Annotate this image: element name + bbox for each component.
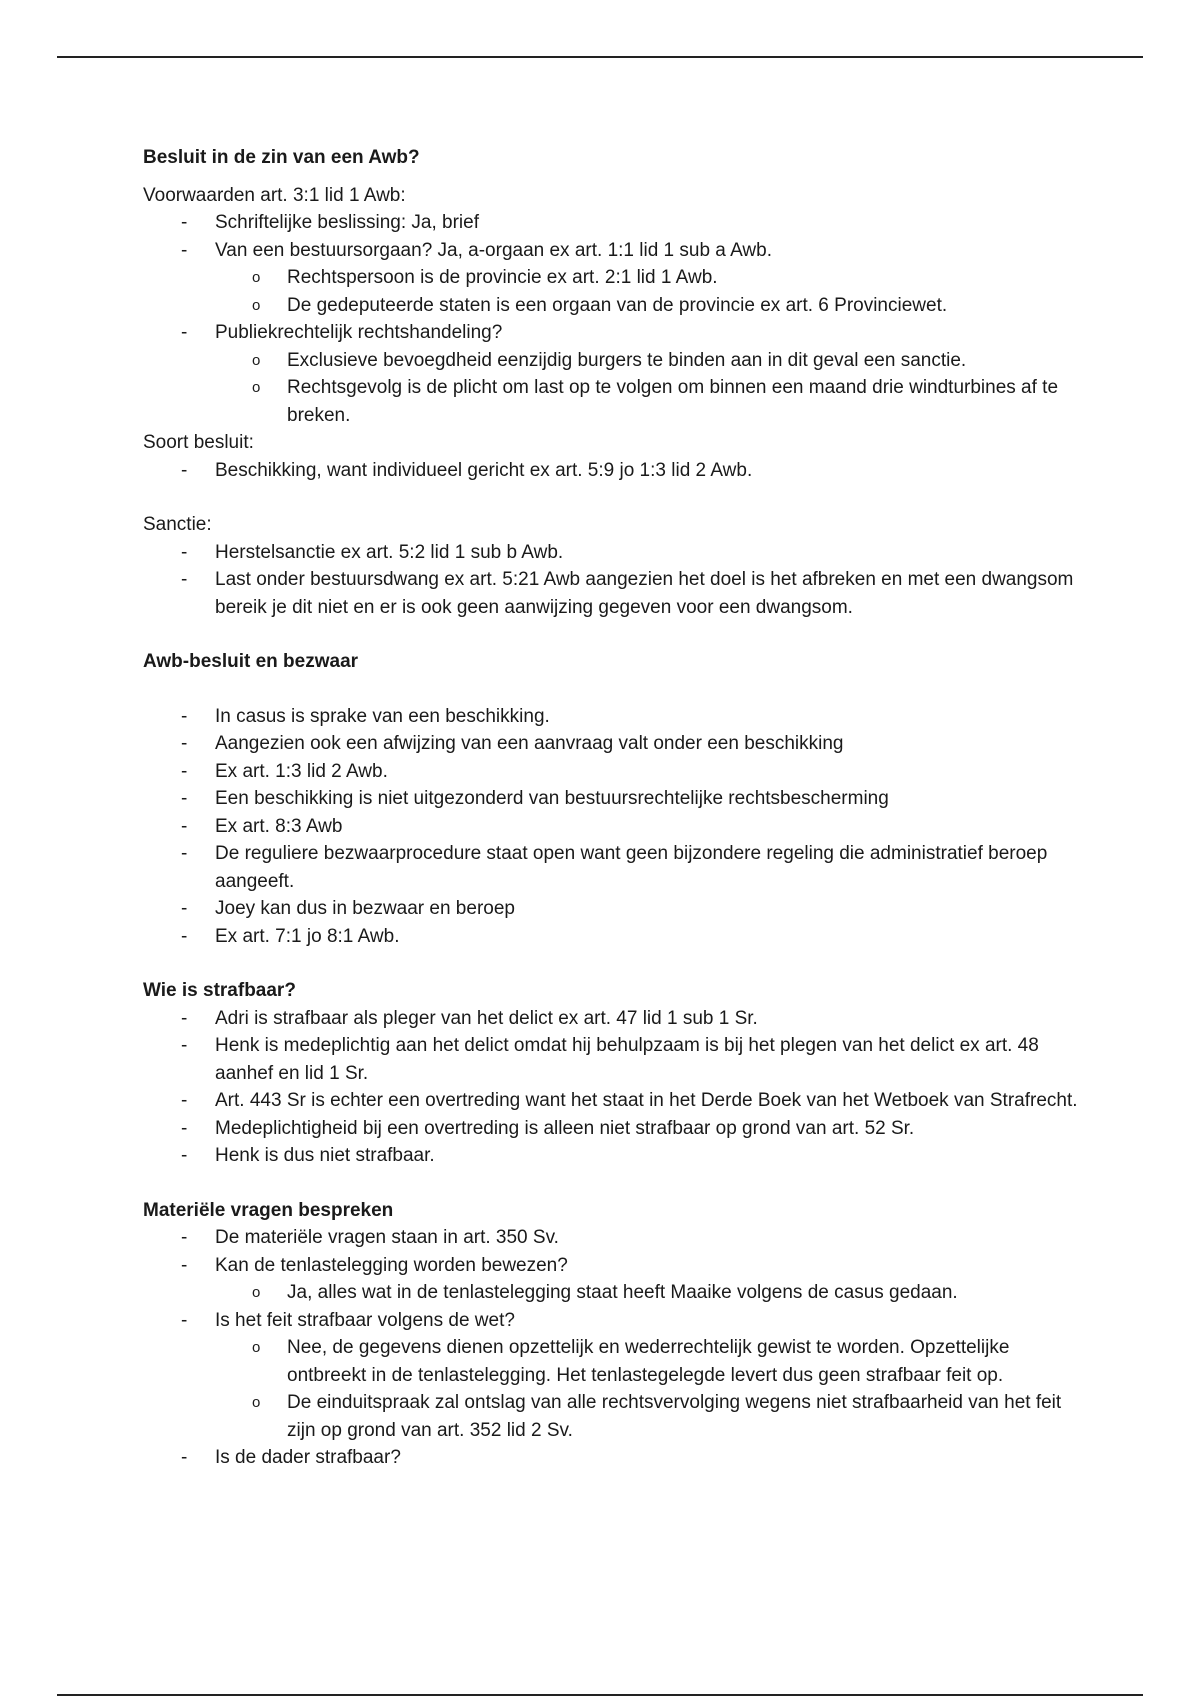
sub-list-item: o Ja, alles wat in de tenlastelegging staat heeft Maaike volgens de casus gedaan.	[215, 1279, 1078, 1307]
circle-bullet-icon: o	[252, 379, 261, 396]
section-intro: Voorwaarden art. 3:1 lid 1 Awb:	[143, 184, 406, 206]
circle-bullet-icon: o	[252, 1284, 261, 1301]
list-item: - Medeplichtigheid bij een overtreding is alleen niet strafbaar op grond van art. 52 Sr.	[143, 1115, 1078, 1143]
dash-bullet-icon: -	[181, 459, 188, 481]
dash-bullet-icon: -	[181, 1035, 188, 1056]
list-item: - Van een bestuursorgaan? Ja, a-orgaan ex art. 1:1 lid 1 sub a Awb. o Rechtspersoon is de provincie ex art. 2:1 lid 1 Awb. o De gedeputeerde staten is een orgaan van de provincie ex art. 6 Provinciewet.	[143, 237, 1078, 320]
sub-list-item: o Exclusieve bevoegdheid eenzijdig burgers te binden aan in dit geval een sanctie.	[215, 347, 1078, 375]
section-intro: Sanctie:	[143, 514, 212, 535]
dash-bullet-icon: -	[181, 1447, 188, 1468]
dash-bullet-icon: -	[181, 1117, 188, 1139]
dash-bullet-icon: -	[181, 843, 188, 864]
sub-list-item: o Rechtsgevolg is de plicht om last op te volgen om binnen een maand drie windturbines af te breken.	[215, 374, 1078, 429]
circle-bullet-icon: o	[252, 1339, 261, 1356]
list-item: - Henk is medeplichtig aan het delict omdat hij behulpzaam is bij het plegen van het delict ex art. 48 aanhef en lid 1 Sr.	[143, 1032, 1078, 1087]
circle-bullet-icon: o	[252, 351, 261, 369]
sub-list-item: o Nee, de gegevens dienen opzettelijk en wederrechtelijk gewist te worden. Opzettelijke ontbreekt in de tenlastelegging. Het tenlastegelegde levert dus geen strafbaar feit op.	[215, 1334, 1078, 1389]
dash-bullet-icon: -	[181, 788, 188, 809]
sub-bullet-list	[215, 264, 1078, 319]
dash-bullet-icon: -	[181, 1254, 188, 1276]
dash-bullet-icon: -	[181, 1145, 188, 1166]
list-item: - Herstelsanctie ex art. 5:2 lid 1 sub b Awb.	[143, 539, 1078, 567]
dash-bullet-icon: -	[181, 212, 188, 233]
list-item: - Publiekrechtelijk rechtshandeling? o Exclusieve bevoegdheid eenzijdig burgers te binden aan in dit geval een sanctie. o Rechtsgevolg is de plicht om last op te volgen om binnen een maand drie windturbines af te breken.	[143, 319, 1078, 429]
list-item: - Henk is dus niet strafbaar.	[143, 1142, 1078, 1170]
bullet-list	[143, 1005, 1078, 1170]
section-heading: Besluit in de zin van een Awb?	[143, 147, 420, 168]
list-item: - Is de dader strafbaar?	[143, 1444, 1078, 1472]
dash-bullet-icon: -	[181, 925, 188, 947]
dash-bullet-icon: -	[181, 1090, 188, 1111]
list-item: - Schriftelijke beslissing: Ja, brief	[143, 209, 1078, 237]
section-heading: Wie is strafbaar?	[143, 980, 296, 1001]
list-item: - Ex art. 7:1 jo 8:1 Awb.	[143, 923, 1078, 951]
dash-bullet-icon: -	[181, 322, 188, 343]
sub-bullet-list	[215, 347, 1078, 430]
bottom-rule	[57, 1694, 1143, 1696]
dash-bullet-icon: -	[181, 1309, 188, 1331]
list-item: - De materiële vragen staan in art. 350 Sv.	[143, 1224, 1078, 1252]
list-item: - Ex art. 1:3 lid 2 Awb.	[143, 758, 1078, 786]
list-item: - Kan de tenlastelegging worden bewezen? o Ja, alles wat in de tenlastelegging staat heeft Maaike volgens de casus gedaan.	[143, 1252, 1078, 1307]
dash-bullet-icon: -	[181, 815, 188, 837]
sub-bullet-list	[215, 1334, 1078, 1444]
list-item: - Ex art. 8:3 Awb	[143, 813, 1078, 841]
dash-bullet-icon: -	[181, 239, 188, 261]
dash-bullet-icon: -	[181, 898, 188, 919]
dash-bullet-icon: -	[181, 733, 188, 754]
dash-bullet-icon: -	[181, 1007, 188, 1029]
list-item: - In casus is sprake van een beschikking.	[143, 703, 1078, 731]
list-item: - Een beschikking is niet uitgezonderd van bestuursrechtelijke rechtsbescherming	[143, 785, 1078, 813]
list-item: - Beschikking, want individueel gericht ex art. 5:9 jo 1:3 lid 2 Awb.	[143, 457, 1078, 485]
dash-bullet-icon: -	[181, 760, 188, 782]
list-item: - Aangezien ook een afwijzing van een aanvraag valt onder een beschikking	[143, 730, 1078, 758]
list-item: - Last onder bestuursdwang ex art. 5:21 Awb aangezien het doel is het afbreken en met een dwangsom bereik je dit niet en er is ook geen aanwijzing gegeven voor een dwangsom.	[143, 566, 1078, 621]
dash-bullet-icon: -	[181, 705, 188, 727]
list-item: - Art. 443 Sr is echter een overtreding want het staat in het Derde Boek van het Wetboek van Strafrecht.	[143, 1087, 1078, 1115]
list-item: - Is het feit strafbaar volgens de wet? o Nee, de gegevens dienen opzettelijk en wederrechtelijk gewist te worden. Opzettelijke ontbreekt in de tenlastelegging. Het tenlastegelegde levert dus geen strafbaar feit op. o De einduitspraak zal ontslag van alle rechtsvervolging wegens niet strafbaarheid van het feit zijn op grond van art. 352 lid 2 Sv.	[143, 1307, 1078, 1445]
list-item: - Adri is strafbaar als pleger van het delict ex art. 47 lid 1 sub 1 Sr.	[143, 1005, 1078, 1033]
list-item: - De reguliere bezwaarprocedure staat open want geen bijzondere regeling die administratief beroep aangeeft.	[143, 840, 1078, 895]
dash-bullet-icon: -	[181, 1227, 188, 1248]
sub-list-item: o De gedeputeerde staten is een orgaan van de provincie ex art. 6 Provinciewet.	[215, 292, 1078, 320]
circle-bullet-icon: o	[252, 1394, 261, 1411]
list-item: - Joey kan dus in bezwaar en beroep	[143, 895, 1078, 923]
dash-bullet-icon: -	[181, 569, 188, 590]
bullet-list	[143, 1224, 1078, 1472]
document-body	[143, 144, 1078, 1472]
section-heading: Awb-besluit en bezwaar	[143, 651, 359, 672]
sub-list-item: o Rechtspersoon is de provincie ex art. 2:1 lid 1 Awb.	[215, 264, 1078, 292]
bullet-list	[143, 209, 1078, 429]
top-rule	[57, 56, 1143, 58]
sub-bullet-list	[215, 1279, 1078, 1307]
bullet-list	[143, 457, 1078, 485]
bullet-list	[143, 539, 1078, 622]
bullet-list	[143, 703, 1078, 951]
circle-bullet-icon: o	[252, 296, 261, 314]
circle-bullet-icon: o	[252, 269, 261, 286]
section-intro: Soort besluit:	[143, 432, 254, 453]
sub-list-item: o De einduitspraak zal ontslag van alle rechtsvervolging wegens niet strafbaarheid van het feit zijn op grond van art. 352 lid 2 Sv.	[215, 1389, 1078, 1444]
dash-bullet-icon: -	[181, 541, 188, 563]
section-heading: Materiële vragen bespreken	[143, 1199, 394, 1221]
